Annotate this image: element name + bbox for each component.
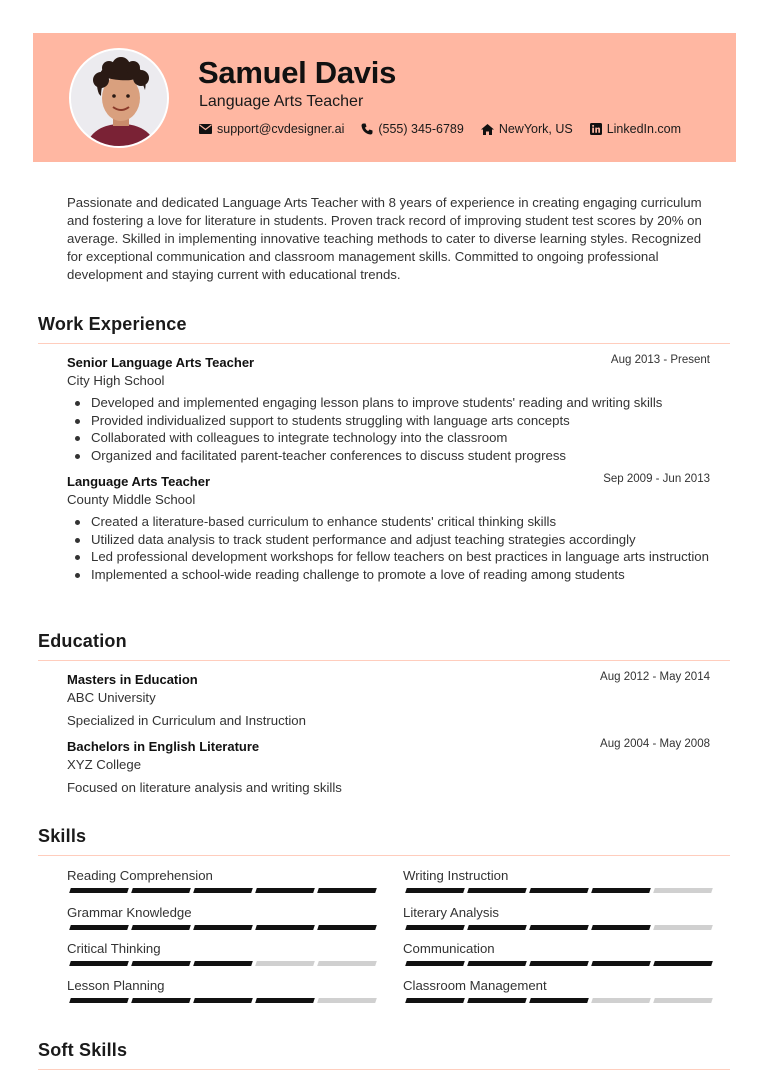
- contact-email[interactable]: [199, 122, 344, 136]
- resume-header: [33, 33, 736, 162]
- skill-segment-filled: [69, 961, 129, 966]
- skill-level-bar: [406, 961, 716, 966]
- skill-segment-filled: [591, 888, 651, 893]
- degree-title: Bachelors in English Literature: [67, 739, 260, 754]
- contact-phone[interactable]: [361, 122, 463, 136]
- job-dates: Aug 2013 - Present: [610, 354, 710, 366]
- section-divider: [38, 1069, 730, 1070]
- profile-photo: [69, 48, 169, 148]
- home-icon: [481, 124, 494, 135]
- skill-segment-filled: [193, 888, 253, 893]
- skill-level-bar: [406, 925, 716, 930]
- skill-name: Reading Comprehension: [67, 868, 213, 883]
- soft-skills-heading: Soft Skills: [38, 1040, 128, 1060]
- candidate-title: Language Arts Teacher: [199, 93, 364, 110]
- person-portrait-icon: [71, 50, 169, 148]
- skill-segment-filled: [467, 888, 527, 893]
- job-responsibilities: [91, 513, 711, 583]
- degree-title: Masters in Education: [67, 672, 198, 687]
- responsibility-item: Organized and facilitated parent-teacher conferences to discuss student progress: [91, 447, 711, 465]
- job-employer: County Middle School: [67, 492, 196, 507]
- skill-segment-filled: [131, 888, 191, 893]
- location-text: NewYork, US: [498, 122, 573, 136]
- skill-segment-filled: [255, 888, 315, 893]
- skill-segment-filled: [405, 961, 465, 966]
- skill-segment-filled: [529, 888, 589, 893]
- skill-level-bar: [70, 961, 380, 966]
- school-name: ABC University: [67, 690, 156, 705]
- phone-text: (555) 345-6789: [378, 122, 464, 136]
- responsibility-item: Collaborated with colleagues to integrate technology into the classroom: [91, 429, 711, 447]
- skill-segment-filled: [69, 925, 129, 930]
- education-heading: Education: [38, 631, 127, 651]
- section-divider: [38, 343, 730, 344]
- phone-icon: [361, 123, 373, 135]
- section-divider: [38, 660, 730, 661]
- job-dates: Sep 2009 - Jun 2013: [603, 473, 710, 485]
- skill-segment-filled: [405, 998, 465, 1003]
- contact-row: [199, 122, 698, 136]
- skill-segment-empty: [653, 888, 713, 893]
- school-name: XYZ College: [67, 757, 142, 772]
- skill-segment-filled: [131, 961, 191, 966]
- skill-name: Literary Analysis: [403, 905, 500, 920]
- education-dates: Aug 2012 - May 2014: [600, 671, 710, 683]
- skill-level-bar: [406, 998, 716, 1003]
- skill-segment-filled: [591, 961, 651, 966]
- skill-segment-filled: [193, 925, 253, 930]
- skill-segment-filled: [193, 998, 253, 1003]
- skill-segment-filled: [131, 925, 191, 930]
- skill-segment-filled: [69, 888, 129, 893]
- skill-segment-filled: [405, 925, 465, 930]
- skill-segment-filled: [193, 961, 253, 966]
- skill-segment-filled: [69, 998, 129, 1003]
- skill-level-bar: [70, 998, 380, 1003]
- contact-location: [481, 122, 573, 136]
- skill-level-bar: [406, 888, 716, 893]
- skill-segment-empty: [317, 998, 377, 1003]
- skill-segment-filled: [467, 961, 527, 966]
- responsibility-item: Utilized data analysis to track student performance and adjust teaching strategies accordingly: [91, 531, 711, 549]
- responsibility-item: Led professional development workshops for fellow teachers on best practices in language arts instruction: [91, 548, 711, 566]
- responsibility-item: Implemented a school-wide reading challenge to promote a love of reading among students: [91, 566, 711, 584]
- skill-name: Writing Instruction: [403, 868, 509, 883]
- skill-segment-filled: [255, 925, 315, 930]
- skill-name: Critical Thinking: [67, 941, 161, 956]
- skills-heading: Skills: [38, 826, 87, 846]
- skill-segment-filled: [529, 961, 589, 966]
- skill-segment-empty: [317, 961, 377, 966]
- linkedin-icon: [590, 123, 602, 135]
- candidate-name: Samuel Davis: [198, 55, 397, 90]
- job-title: Language Arts Teacher: [67, 474, 211, 489]
- skill-segment-empty: [255, 961, 315, 966]
- skill-name: Lesson Planning: [67, 978, 165, 993]
- skill-segment-filled: [255, 998, 315, 1003]
- education-dates: Aug 2004 - May 2008: [600, 738, 710, 750]
- skill-segment-filled: [317, 888, 377, 893]
- responsibility-item: Developed and implemented engaging lesson plans to improve students' reading and writing skills: [91, 394, 711, 412]
- skill-segment-filled: [131, 998, 191, 1003]
- job-responsibilities: [91, 394, 711, 464]
- skill-segment-empty: [653, 998, 713, 1003]
- skill-level-bar: [70, 925, 380, 930]
- section-divider: [38, 855, 730, 856]
- skill-name: Grammar Knowledge: [67, 905, 192, 920]
- skill-name: Classroom Management: [403, 978, 547, 993]
- skill-segment-filled: [529, 998, 589, 1003]
- responsibility-item: Created a literature-based curriculum to enhance students' critical thinking skills: [91, 513, 711, 531]
- skill-segment-filled: [467, 925, 527, 930]
- linkedin-text: LinkedIn.com: [606, 122, 682, 136]
- skill-level-bar: [70, 888, 380, 893]
- skill-segment-filled: [653, 961, 713, 966]
- skill-segment-filled: [467, 998, 527, 1003]
- skill-name: Communication: [403, 941, 495, 956]
- skill-segment-filled: [405, 888, 465, 893]
- skill-segment-empty: [591, 998, 651, 1003]
- responsibility-item: Provided individualized support to students struggling with language arts concepts: [91, 412, 711, 430]
- education-description: Focused on literature analysis and writing skills: [67, 780, 342, 795]
- job-employer: City High School: [67, 373, 165, 388]
- work-experience-heading: Work Experience: [38, 314, 187, 334]
- email-text: support@cvdesigner.ai: [217, 122, 345, 136]
- skill-segment-filled: [317, 925, 377, 930]
- job-title: Senior Language Arts Teacher: [67, 355, 255, 370]
- skill-segment-filled: [529, 925, 589, 930]
- skill-segment-empty: [653, 925, 713, 930]
- contact-linkedin[interactable]: [590, 122, 681, 136]
- envelope-icon: [199, 124, 212, 134]
- professional-summary: Passionate and dedicated Language Arts Teacher with 8 years of experience in creating engaging curriculum and fostering a love for literature in students. Proven track record of improving student test scores by 20% on average. Skilled in implementing innovative teaching methods to cater to diverse learning styles. Recognized for exceptional communication and classroom management skills. Committed to ongoing professional development and staying current with educational trends.: [67, 195, 702, 282]
- education-description: Specialized in Curriculum and Instruction: [67, 713, 306, 728]
- skill-segment-filled: [591, 925, 651, 930]
